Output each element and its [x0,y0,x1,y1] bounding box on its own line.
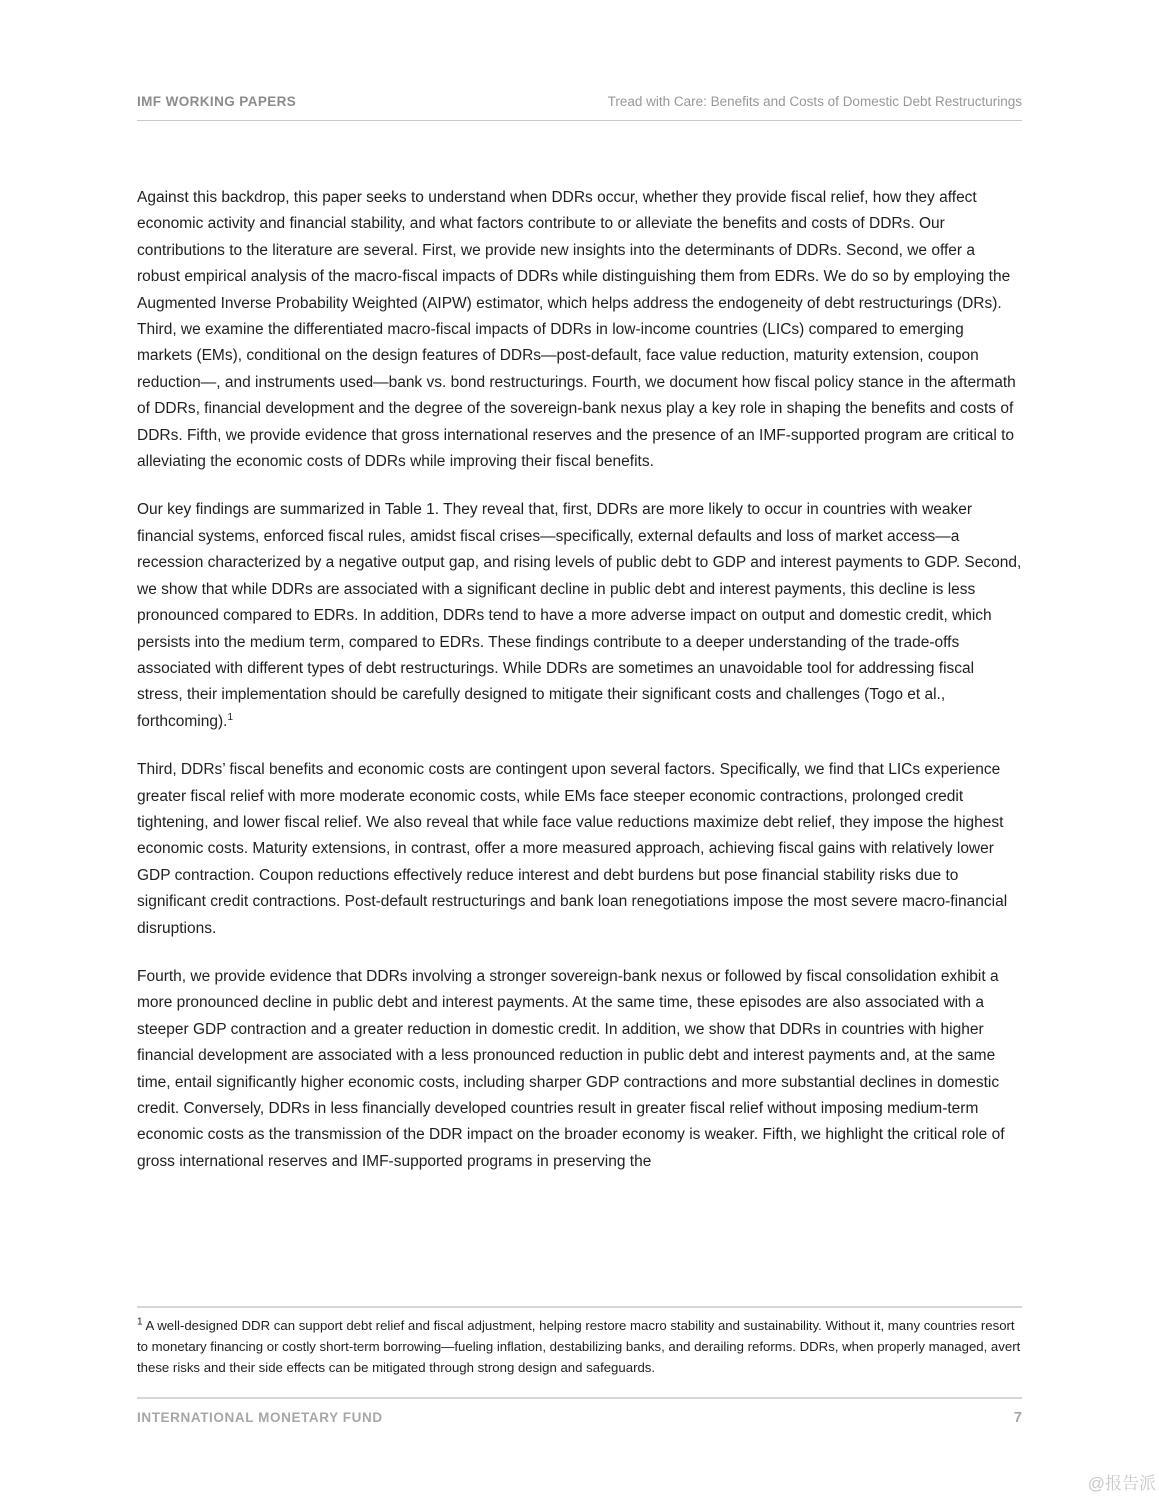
footnote-text: A well-designed DDR can support debt relief and fiscal adjustment, helping restore macro stability and sustainability. Without it, many countries resort to monetary financing or costly short-term borrowing—fueling inflation, destabilizing banks, and derailing reforms. DDRs, when properly managed, avert these risks and their side effects can be mitigated through strong design and safeguards. [137,1318,1021,1375]
watermark: @报告派 [1087,1474,1156,1493]
paragraph-4-text: Fourth, we provide evidence that DDRs involving a stronger sovereign-bank nexus or followed by fiscal consolidation exhibit a more pronounced decline in public debt and interest payments. At the same time, these episodes are also associated with a steeper GDP contraction and a greater reduction in domestic credit. In addition, we show that DDRs in countries with higher financial development are associated with a less pronounced reduction in public debt and interest payments and, at the same time, entail significantly higher economic costs, including sharper GDP contractions and more substantial declines in domestic credit. Conversely, DDRs in less financially developed countries result in greater fiscal relief without imposing medium-term economic costs as the transmission of the DDR impact on the broader economy is weaker. Fifth, we highlight the critical role of gross international reserves and IMF-supported programs in preserving the [137,967,1005,1170]
page-header [137,94,1022,109]
header-paper-title: Tread with Care: Benefits and Costs of Domestic Debt Restructurings [607,94,1022,109]
paragraph-2-text: Our key findings are summarized in Table 1. They reveal that, first, DDRs are more likely to occur in countries with weaker financial systems, enforced fiscal rules, amidst fiscal crises—specifically, external defaults and loss of market access—a recession characterized by a negative output gap, and rising levels of public debt to GDP and interest payments to GDP. Second, we show that while DDRs are associated with a significant decline in public debt and interest payments, this decline is less pronounced compared to EDRs. In addition, DDRs tend to have a more adverse impact on output and domestic credit, which persists into the medium term, compared to EDRs. These findings contribute to a deeper understanding of the trade-offs associated with different types of debt restructurings. While DDRs are sometimes an unavoidable tool for addressing fiscal stress, their implementation should be carefully designed to mitigate their significant costs and challenges (Togo et al., forthcoming). [137,501,1022,730]
paragraph-4 [137,964,1022,1175]
body-text [137,185,1022,1197]
footnote-marker: 1 [137,1316,143,1328]
paragraph-3 [137,757,1022,942]
paragraph-1 [137,185,1022,475]
paragraph-1-text: Against this backdrop, this paper seeks to understand when DDRs occur, whether they provide fiscal relief, how they affect economic activity and financial stability, and what factors contribute to or alleviate the benefits and costs of DDRs. Our contributions to the literature are several. First, we provide new insights into the determinants of DDRs. Second, we offer a robust empirical analysis of the macro-fiscal impacts of DDRs while distinguishing them from EDRs. We do so by employing the Augmented Inverse Probability Weighted (AIPW) estimator, which helps address the endogeneity of debt restructurings (DRs). Third, we examine the differentiated macro-fiscal impacts of DDRs in low-income countries (LICs) compared to emerging markets (EMs), conditional on the design features of DDRs—post-default, face value reduction, maturity extension, coupon reduction—, and instruments used—bank vs. bond restructurings. Fourth, we document how fiscal policy stance in the aftermath of DDRs, financial development and the degree of the sovereign-bank nexus play a key role in shaping the benefits and costs of DDRs. Fifth, we provide evidence that gross international reserves and the presence of an IMF-supported program are critical to alleviating the economic costs of DDRs while improving their fiscal benefits. [137,189,1016,471]
footer-publisher: INTERNATIONAL MONETARY FUND [137,1410,383,1425]
header-series-title: IMF WORKING PAPERS [137,94,297,109]
footnote-reference-marker: 1 [227,711,234,723]
page-footer [137,1397,1022,1426]
paragraph-2 [137,497,1022,735]
page-number: 7 [1013,1410,1022,1426]
paragraph-3-text: Third, DDRs’ fiscal benefits and economic costs are contingent upon several factors. Specifically, we find that LICs experience greater fiscal relief with more moderate economic costs, while EMs face steeper economic contractions, prolonged credit tightening, and lower fiscal relief. We also reveal that while face value reductions maximize debt relief, they impose the highest economic costs. Maturity extensions, in contrast, offer a more measured approach, achieving fiscal gains with relatively lower GDP contraction. Coupon reductions effectively reduce interest and debt burdens but pose financial stability risks due to significant credit contractions. Post-default restructurings and bank loan renegotiations impose the most severe macro-financial disruptions. [137,761,1008,937]
header-divider [137,120,1022,121]
footnote-block [137,1306,1022,1378]
